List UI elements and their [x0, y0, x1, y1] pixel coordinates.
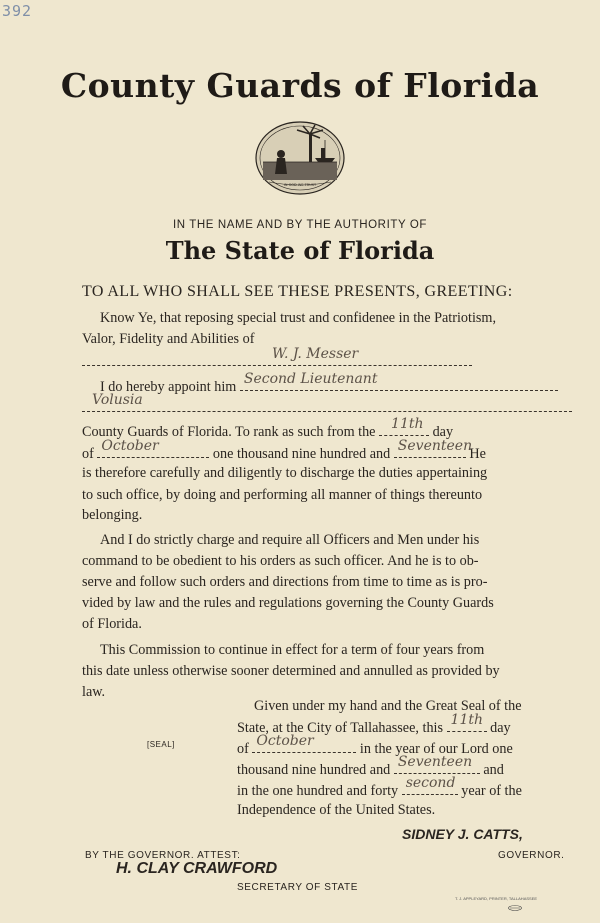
florida-seal-emblem [255, 118, 345, 196]
of-month-line [82, 438, 486, 464]
given-day-handwriting: 11th [450, 712, 484, 728]
p2-line-3: serve and follow such orders and directions from time to time as is pro- [82, 574, 488, 590]
appoint-line [100, 371, 558, 397]
appoint-text: I do hereby appoint him [100, 379, 237, 395]
given-month-field [252, 733, 356, 753]
body-line-10: belonging. [82, 507, 143, 523]
given-thousand-text: thousand nine hundred and [237, 762, 391, 778]
p2-line-5: of Florida. [82, 616, 142, 632]
document-title: County Guards of Florida [60, 66, 540, 105]
county-handwriting: Volusia [92, 392, 143, 408]
month-handwriting: October [101, 438, 159, 454]
month-field [97, 438, 209, 458]
body-line-9: to such office, by doing and performing all manner of things thereunto [82, 487, 483, 503]
given-line-4 [237, 754, 504, 780]
day-text: day [432, 424, 454, 440]
day-field [379, 416, 429, 436]
given-day-text: day [490, 720, 511, 736]
p2-line-2: command to be obedient to his orders as such officer. And he is to ob- [82, 553, 479, 569]
county-field [82, 392, 572, 412]
p3-line-1: This Commission to continue in effect for a term of four years from [100, 642, 485, 658]
rank-from-text: County Guards of Florida. To rank as such from the [82, 424, 376, 440]
of-text: of [82, 446, 94, 462]
p3-line-3: law. [82, 684, 106, 700]
county-line [82, 392, 572, 418]
state-heading: The State of Florida [165, 236, 435, 265]
attest-line: BY THE GOVERNOR. ATTEST: [85, 850, 241, 861]
name-field [82, 346, 472, 366]
given-of-text: of [237, 741, 249, 757]
governor-title: GOVERNOR. [498, 850, 565, 861]
p2-line-4: vided by law and the rules and regulations governing the County Guards [82, 595, 494, 611]
given-ordinal-field [402, 775, 458, 795]
p3-line-2: this date unless otherwise sooner determined and annulled as provided by [82, 663, 500, 679]
body-line-8: is therefore carefully and diligently to discharge the duties appertaining [82, 465, 488, 481]
body-line-1: Know Ye, that reposing special trust and confidenee in the Patriotism, [100, 310, 496, 326]
given-line-6: Independence of the United States. [237, 802, 436, 818]
given-year-of-text: year of the [461, 783, 522, 799]
year-field [394, 438, 473, 458]
given-ordinal-handwriting: second [405, 775, 456, 791]
given-line-1: Given under my hand and the Great Seal of the [254, 698, 522, 714]
given-line-5 [237, 775, 522, 801]
given-day-field [447, 712, 487, 732]
given-month-handwriting: October [256, 733, 314, 749]
given-lord-text: in the year of our Lord one [359, 741, 513, 757]
he-text: He [469, 446, 486, 462]
greeting: TO ALL WHO SHALL SEE THESE PRESENTS, GREETING: [82, 283, 513, 300]
secretary-signature: H. CLAY CRAWFORD [116, 860, 278, 877]
given-year-handwriting: Seventeen [397, 754, 473, 770]
given-year-field [394, 754, 480, 774]
given-city-text: State, at the City of Tallahassee, this [237, 720, 443, 736]
thousand-text: one thousand nine hundred and [212, 446, 391, 462]
governor-signature: SIDNEY J. CATTS, [402, 826, 523, 842]
year-handwriting: Seventeen [397, 438, 473, 454]
given-and-text: and [483, 762, 504, 778]
given-forty-text: in the one hundred and forty [237, 783, 399, 799]
rank-field [240, 371, 558, 391]
secretary-title: SECRETARY OF STATE [237, 882, 359, 893]
p2-line-1: And I do strictly charge and require all Officers and Men under his [100, 532, 480, 548]
day-handwriting: 11th [391, 416, 424, 432]
seal-label: [SEAL] [147, 740, 175, 749]
union-label-icon [508, 905, 522, 911]
printer-imprint: T. J. APPLEYARD, PRINTER, TALLAHASSEE [455, 896, 538, 901]
authority-line: IN THE NAME AND BY THE AUTHORITY OF [172, 219, 428, 231]
page-number: 392 [2, 2, 33, 20]
seal-motto: IN GOD WE TRUST [283, 183, 317, 187]
body-line-2: Valor, Fidelity and Abilities of [82, 331, 255, 347]
name-handwriting: W. J. Messer [272, 346, 359, 362]
rank-handwriting: Second Lieutenant [243, 371, 378, 387]
